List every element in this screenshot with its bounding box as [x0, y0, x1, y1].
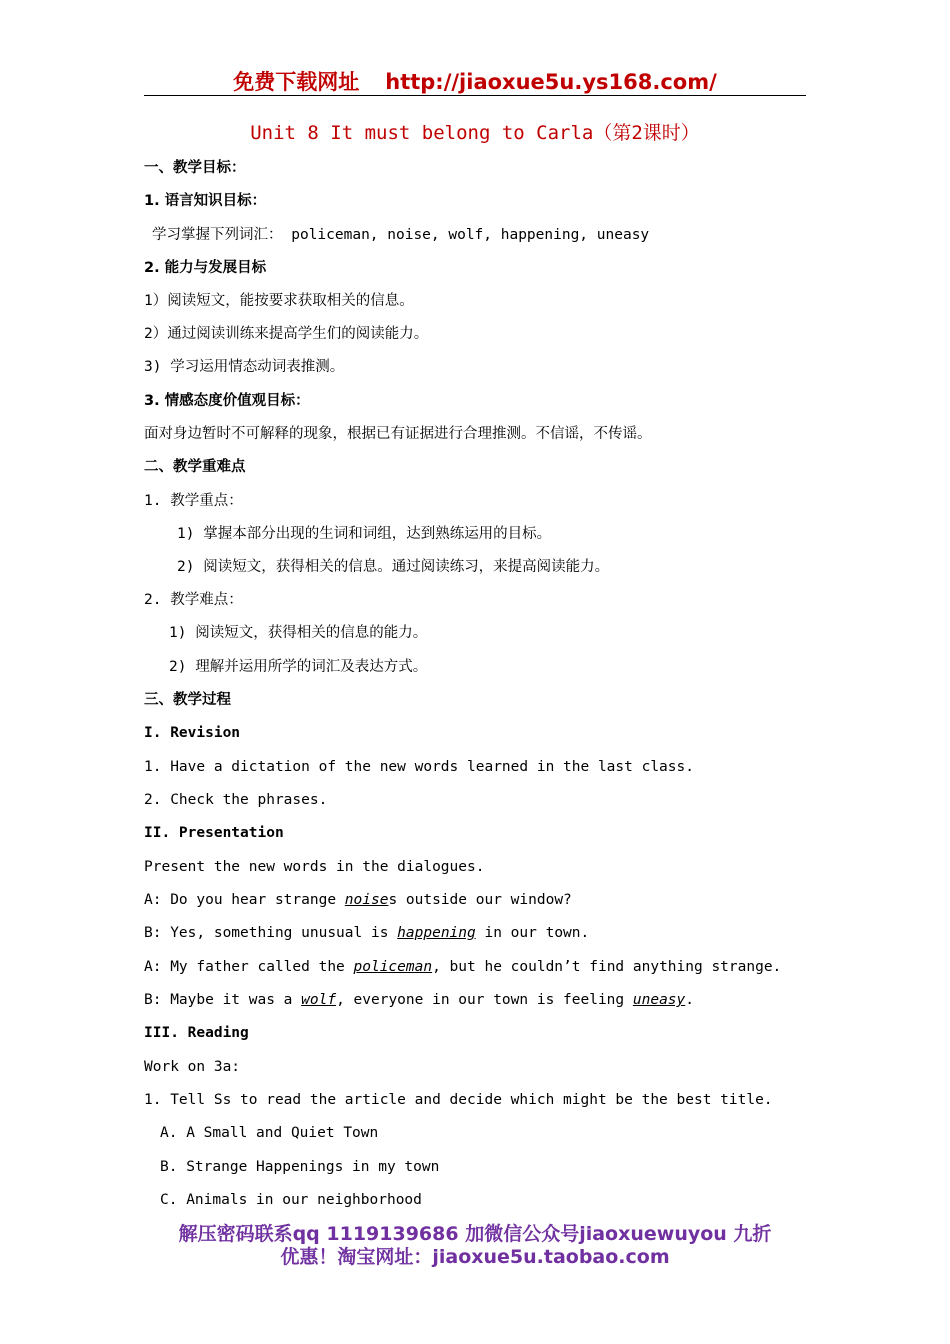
option-b: B. Strange Happenings in my town	[160, 1159, 440, 1175]
vocab-word: wolf	[301, 992, 337, 1008]
dialogue-line	[144, 923, 589, 943]
dialogue-text: A: My father called the	[144, 959, 354, 975]
option-a: A. A Small and Quiet Town	[160, 1125, 379, 1141]
dialogue-text: B: Yes, something unusual is	[144, 925, 398, 941]
footer-line-1: 解压密码联系qq 1119139686 加微信公众号jiaoxuewuyou 九折	[178, 1223, 772, 1245]
dialogue-line	[144, 890, 572, 910]
list-item: 1）阅读短文，能按要求获取相关的信息。	[144, 293, 414, 309]
dialogue-text: , but he couldn’t find anything strange.	[432, 959, 782, 975]
header-url[interactable]: http://jiaoxue5u.ys168.com/	[385, 70, 717, 94]
dialogue-line	[144, 990, 694, 1010]
footer-line-2: 优惠！淘宝网址：jiaoxue5u.taobao.com	[280, 1246, 670, 1268]
list-item: 1. Tell Ss to read the article and decide which might be the best title.	[144, 1092, 773, 1108]
list-item: 2) 理解并运用所学的词汇及表达方式。	[169, 659, 428, 675]
dialogue-text: A: Do you hear strange	[144, 892, 345, 908]
list-item: 2) 阅读短文，获得相关的信息。通过阅读练习，来提高阅读能力。	[177, 559, 610, 575]
list-item: 1) 阅读短文，获得相关的信息的能力。	[169, 625, 428, 641]
list-item: 2. 教学难点：	[144, 592, 243, 608]
subsection-heading: III. Reading	[144, 1025, 249, 1041]
vocab-word: uneasy	[632, 992, 686, 1008]
dialogue-text: s outside our window?	[388, 892, 572, 908]
paragraph: 面对身边暂时不可解释的现象，根据已有证据进行合理推测。不信谣，不传谣。	[144, 426, 652, 442]
dialogue-text: .	[685, 992, 694, 1008]
subsection-heading: 1. 语言知识目标：	[144, 193, 267, 209]
list-item: 1. 教学重点：	[144, 493, 243, 509]
paragraph: Present the new words in the dialogues.	[144, 859, 485, 875]
vocab-word: noise	[344, 892, 389, 908]
paragraph: 学习掌握下列词汇： policeman, noise, wolf, happening, uneasy	[152, 227, 650, 243]
subsection-heading: II. Presentation	[144, 825, 284, 841]
header-label: 免费下载网址	[233, 70, 360, 94]
subsection-heading: 2. 能力与发展目标	[144, 260, 267, 276]
section-heading-3: 三、教学过程	[144, 692, 231, 708]
paragraph: Work on 3a:	[144, 1059, 241, 1075]
section-heading-2: 二、教学重难点	[144, 459, 246, 475]
subsection-heading: 3. 情感态度价值观目标：	[144, 393, 310, 409]
vocab-word: policeman	[353, 959, 433, 975]
list-item: 3) 学习运用情态动词表推测。	[144, 359, 345, 375]
dialogue-text: , everyone in our town is feeling	[336, 992, 633, 1008]
page-header	[144, 66, 806, 96]
document-title: Unit 8 It must belong to Carla（第2课时）	[250, 122, 700, 144]
section-heading-1: 一、教学目标：	[144, 160, 246, 176]
list-item: 1. Have a dictation of the new words learned in the last class.	[144, 759, 694, 775]
option-c: C. Animals in our neighborhood	[160, 1192, 422, 1208]
list-item: 2）通过阅读训练来提高学生们的阅读能力。	[144, 326, 429, 342]
list-item: 2. Check the phrases.	[144, 792, 328, 808]
dialogue-text: B: Maybe it was a	[144, 992, 302, 1008]
subsection-heading: I. Revision	[144, 725, 241, 741]
list-item: 1) 掌握本部分出现的生词和词组，达到熟练运用的目标。	[177, 526, 552, 542]
dialogue-line	[144, 957, 781, 977]
vocab-word: happening	[397, 925, 476, 941]
dialogue-text: in our town.	[475, 925, 590, 941]
